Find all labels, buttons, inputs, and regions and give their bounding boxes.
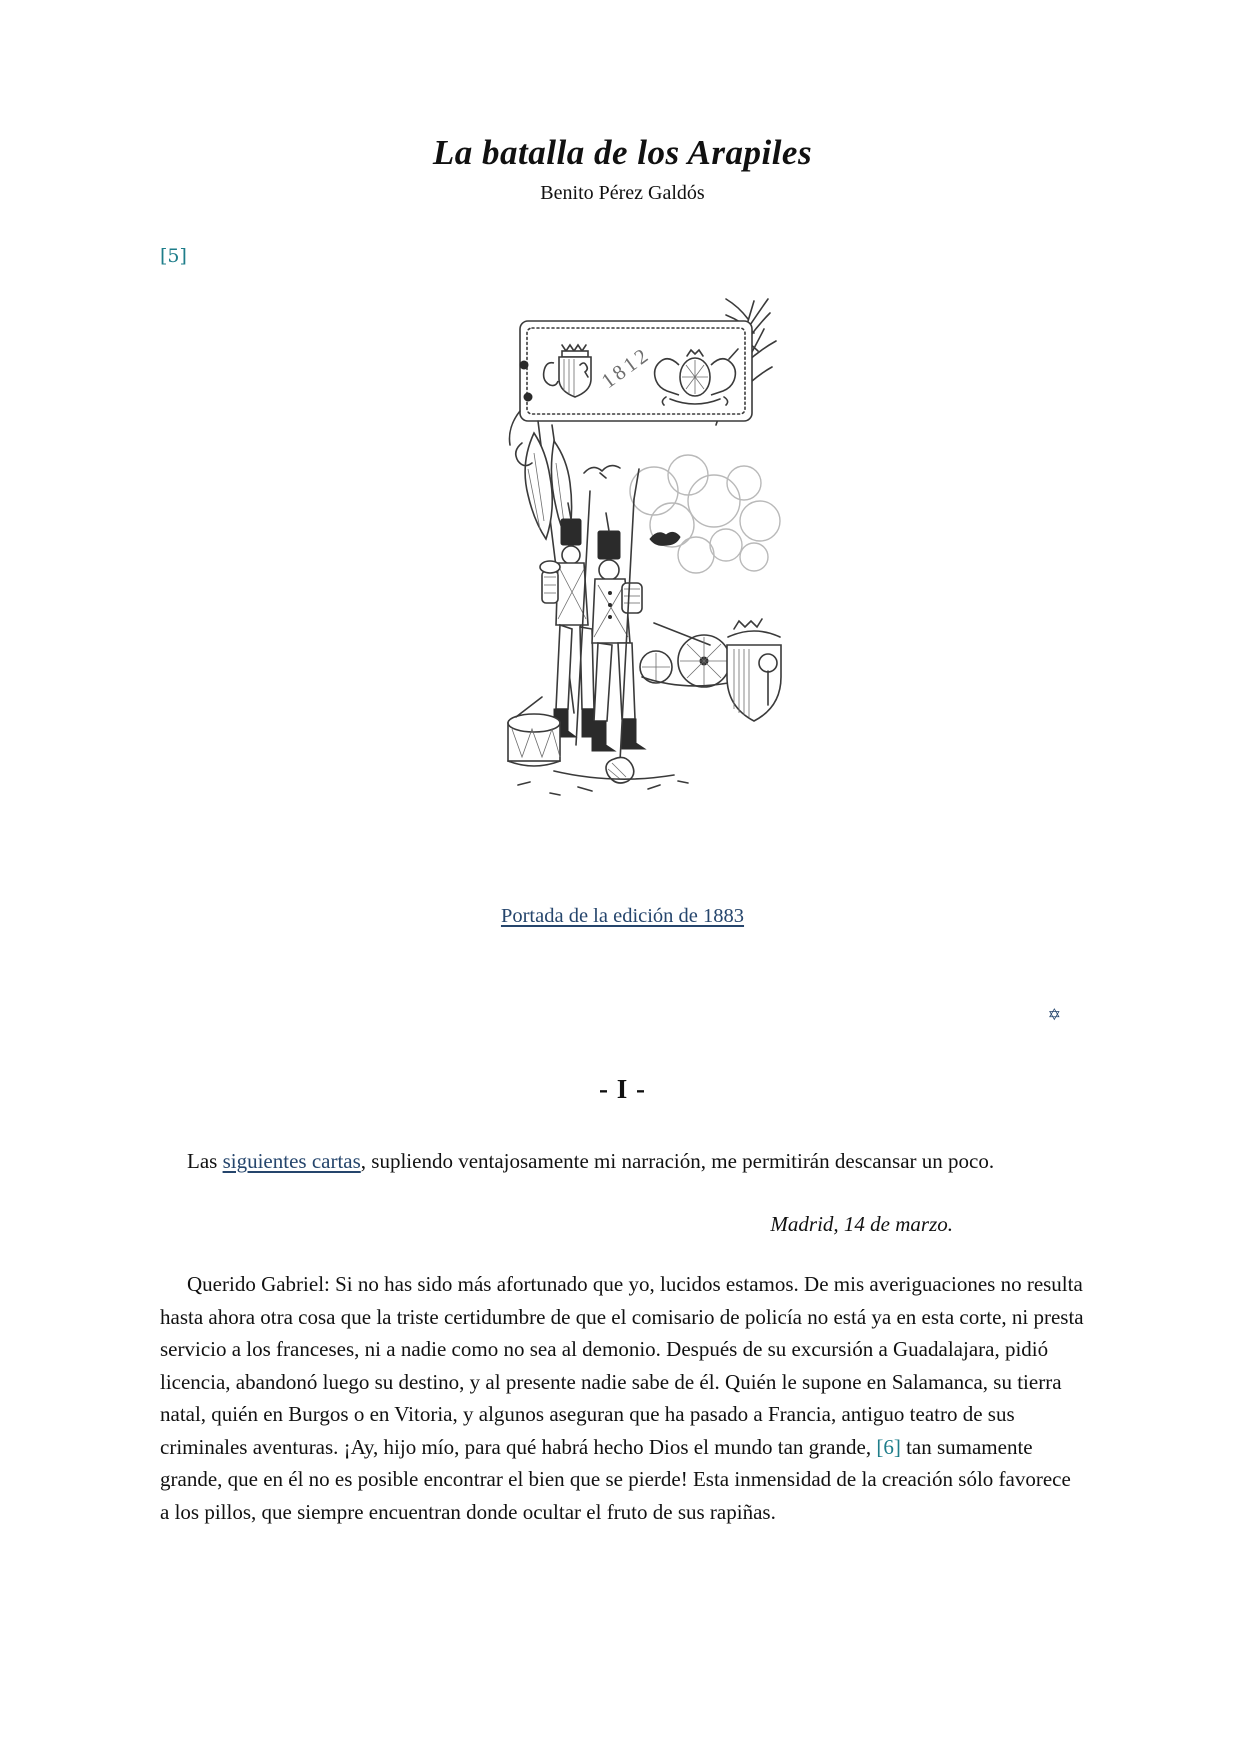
section-divider: [160, 1008, 1085, 1024]
soldier-front: [592, 469, 645, 761]
drum-icon: [508, 697, 560, 766]
chapter-heading: - I -: [599, 1074, 646, 1104]
caption-link[interactable]: Portada de la edición de 1883: [500, 905, 745, 927]
siguientes-cartas-link[interactable]: siguientes cartas: [222, 1149, 361, 1173]
ground: [518, 757, 688, 795]
author-name: Benito Pérez Galdós: [540, 182, 705, 204]
letter-paragraph: [160, 1268, 1085, 1528]
bird-icon: [584, 466, 620, 478]
intro-text-end: , supliendo ventajosamente mi narración, me permitirán descansar un poco.: [360, 1149, 995, 1173]
page-marker-6[interactable]: [6]: [876, 1434, 901, 1459]
dateline: Madrid, 14 de marzo.: [770, 1211, 953, 1236]
smoke-clouds: [630, 455, 780, 573]
cannon-icon: [640, 623, 730, 687]
book-title: La batalla de los Arapiles: [432, 133, 813, 172]
illustration-caption: [160, 905, 1085, 928]
shield-crest-icon: [727, 619, 781, 721]
cover-illustration: [160, 293, 1085, 813]
letter-text-end: tan sumamente grande, que en él no es posible encontrar el bien que se pierde! Esta inmensidad de la creación sólo favorece a los pillos, que siempre encuentran donde ocultar el fruto de sus rapiñas.: [160, 1434, 1071, 1524]
star-of-david-icon[interactable]: ✡: [1047, 1007, 1061, 1024]
eagle-icon: [650, 532, 680, 545]
banner-year: 1812: [596, 341, 655, 394]
letter-text-start: Querido Gabriel: Si no has sido más afortunado que yo, lucidos estamos. De mis averiguaciones no resulta hasta ahora otra cosa que la triste certidumbre de que el comisario de policía no está ya en esta corte, ni presta servicio a los franceses, ni a nadie como no sea al demonio. Después de su excursión a Guadalajara, pidió licencia, abandonó luego su destino, y al presente nadie sabe de él. Quién le supone en Salamanca, su tierra natal, quién en Burgos o en Vitoria, y algunos aseguran que ha pasado a Francia, antiguo teatro de sus criminales aventuras. ¡Ay, hijo mío, para qué habrá hecho Dios el mundo tan grande,: [160, 1272, 1084, 1459]
page-marker-5[interactable]: [5]: [160, 245, 187, 267]
intro-text-start: Las: [187, 1149, 223, 1173]
intro-paragraph: [160, 1145, 1085, 1178]
engraving-1812-illustration: [458, 293, 788, 808]
